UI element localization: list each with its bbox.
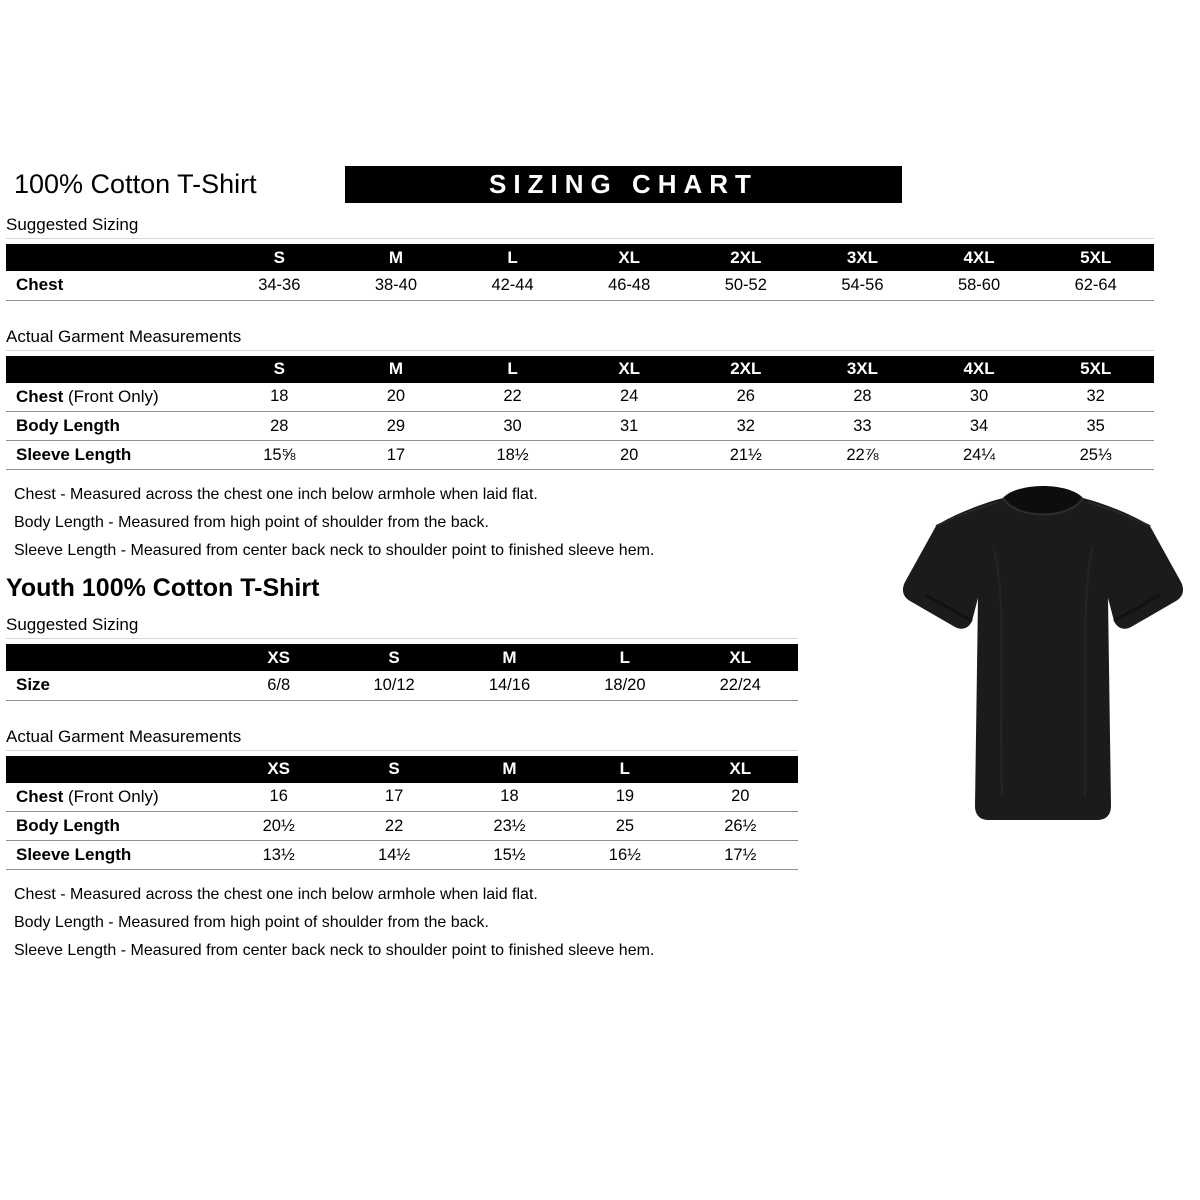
size-value-cell: 18 (500, 787, 519, 806)
size-value-cell: 10/12 (373, 675, 415, 694)
size-value-cell: 35 (1086, 416, 1105, 435)
size-value-cell: 16½ (608, 845, 641, 864)
chest-note: Chest - Measured across the chest one inch below armhole when laid flat. (14, 486, 538, 503)
youth-section-title: Youth 100% Cotton T-Shirt (6, 574, 320, 602)
table-row (6, 441, 1154, 470)
size-value-cell: 18/20 (604, 675, 646, 694)
size-column-header: XL (683, 756, 798, 783)
table-corner (6, 244, 221, 271)
adult-actual-measurements-label: Actual Garment Measurements (6, 327, 1154, 351)
table-row (6, 783, 798, 812)
youth-notes (6, 886, 1200, 960)
size-value-cell: 29 (386, 416, 406, 435)
size-column-header: 5XL (1037, 244, 1154, 271)
size-column-header: M (338, 356, 455, 383)
size-column-header: 2XL (688, 244, 805, 271)
row-label: Sleeve Length (16, 845, 132, 864)
size-column-header: 2XL (688, 356, 805, 383)
row-label: Body Length (16, 816, 120, 835)
row-label: Chest (Front Only) (16, 786, 159, 806)
size-value-cell: 17 (384, 787, 404, 806)
table-row (6, 671, 798, 700)
youth-actual-measurements-table (6, 756, 798, 871)
size-column-header: XS (221, 644, 336, 671)
size-value-cell: 38-40 (374, 275, 418, 294)
size-value-cell: 23½ (493, 816, 526, 835)
size-column-header: 3XL (804, 356, 921, 383)
size-value-cell: 24¼ (963, 445, 996, 464)
size-column-header: L (567, 756, 682, 783)
size-value-cell: 20 (731, 787, 750, 806)
size-value-cell: 17½ (724, 845, 757, 864)
size-value-cell: 58-60 (957, 275, 1001, 294)
size-value-cell: 28 (270, 416, 289, 435)
size-value-cell: 22/24 (719, 675, 761, 694)
size-value-cell: 62-64 (1074, 275, 1117, 294)
table-row (6, 412, 1154, 441)
size-value-cell: 42-44 (491, 275, 534, 294)
table-corner (6, 644, 221, 671)
youth-actual-measurements-label: Actual Garment Measurements (6, 727, 798, 751)
size-value-cell: 22 (503, 387, 522, 406)
size-value-cell: 31 (620, 416, 639, 435)
body-length-note: Body Length - Measured from high point of shoulder from the back. (14, 514, 489, 531)
row-label: Chest (Front Only) (16, 386, 159, 406)
size-value-cell: 20 (386, 387, 406, 406)
size-value-cell: 18 (270, 387, 289, 406)
table-corner (6, 756, 221, 783)
size-column-header: XL (571, 356, 688, 383)
size-column-header: XL (683, 644, 798, 671)
size-column-header: L (454, 244, 571, 271)
adult-actual-measurements-table (6, 356, 1154, 471)
header-row (6, 756, 798, 783)
size-value-cell: 50-52 (724, 275, 767, 294)
sizing-chart-banner: SIZING CHART (345, 166, 902, 203)
size-column-header: L (454, 356, 571, 383)
size-value-cell: 26 (736, 387, 755, 406)
size-value-cell: 26½ (724, 816, 757, 835)
size-value-cell: 30 (503, 416, 522, 435)
size-value-cell: 21½ (729, 445, 762, 464)
row-label: Body Length (16, 416, 120, 435)
size-value-cell: 54-56 (841, 275, 884, 294)
size-column-header: S (221, 356, 338, 383)
size-value-cell: 15⅝ (263, 445, 296, 464)
tshirt-image (898, 476, 1188, 841)
size-value-cell: 22⅞ (846, 445, 879, 464)
size-value-cell: 16 (269, 787, 288, 806)
table-row (6, 841, 798, 870)
tshirt-graphic (898, 476, 1188, 836)
size-value-cell: 14½ (378, 845, 411, 864)
header-row (6, 644, 798, 671)
size-value-cell: 34-36 (258, 275, 301, 294)
size-value-cell: 14/16 (488, 675, 531, 694)
row-label: Size (16, 675, 51, 695)
table-row (6, 271, 1154, 300)
size-column-header: 4XL (921, 244, 1038, 271)
size-column-header: S (336, 756, 451, 783)
size-column-header: S (221, 244, 338, 271)
size-column-header: XL (571, 244, 688, 271)
chest-note: Chest - Measured across the chest one inch below armhole when laid flat. (14, 886, 538, 903)
size-value-cell: 33 (853, 416, 872, 435)
youth-suggested-sizing-label: Suggested Sizing (6, 615, 798, 639)
size-value-cell: 28 (853, 387, 872, 406)
size-value-cell: 6/8 (267, 675, 291, 694)
size-value-cell: 13½ (262, 845, 295, 864)
size-column-header: 5XL (1037, 356, 1154, 383)
size-column-header: M (338, 244, 455, 271)
sleeve-length-note: Sleeve Length - Measured from center back neck to shoulder point to finished sleeve hem. (14, 942, 655, 959)
table-row (6, 383, 1154, 412)
size-column-header: 3XL (804, 244, 921, 271)
size-value-cell: 25 (615, 816, 635, 835)
size-column-header: XS (221, 756, 336, 783)
size-value-cell: 19 (615, 787, 635, 806)
size-column-header: M (452, 644, 567, 671)
page-title: 100% Cotton T-Shirt (14, 169, 257, 199)
table-corner (6, 356, 221, 383)
table-row (6, 812, 798, 841)
adult-suggested-sizing-table (6, 244, 1154, 301)
row-label: Chest (16, 275, 64, 295)
size-value-cell: 18½ (496, 445, 529, 464)
youth-suggested-sizing-table (6, 644, 798, 701)
row-label: Sleeve Length (16, 445, 132, 464)
size-column-header: M (452, 756, 567, 783)
size-value-cell: 32 (1086, 387, 1105, 406)
header-row (6, 244, 1154, 271)
size-value-cell: 30 (969, 387, 989, 406)
sleeve-length-note: Sleeve Length - Measured from center back neck to shoulder point to finished sleeve hem. (14, 542, 655, 559)
adult-suggested-sizing-label: Suggested Sizing (6, 215, 1154, 239)
size-value-cell: 22 (384, 816, 404, 835)
size-value-cell: 15½ (493, 845, 526, 864)
size-value-cell: 24 (620, 387, 639, 406)
size-value-cell: 32 (736, 416, 755, 435)
size-column-header: 4XL (921, 356, 1038, 383)
header-row (6, 356, 1154, 383)
body-length-note: Body Length - Measured from high point of shoulder from the back. (14, 914, 489, 931)
size-column-header: L (567, 644, 682, 671)
size-value-cell: 46-48 (608, 275, 651, 294)
size-column-header: S (336, 644, 451, 671)
size-value-cell: 20½ (262, 816, 295, 835)
size-value-cell: 25⅓ (1079, 445, 1112, 464)
size-value-cell: 34 (969, 416, 989, 435)
size-value-cell: 20 (620, 445, 639, 464)
size-value-cell: 17 (386, 445, 406, 464)
header-row (6, 166, 1200, 203)
